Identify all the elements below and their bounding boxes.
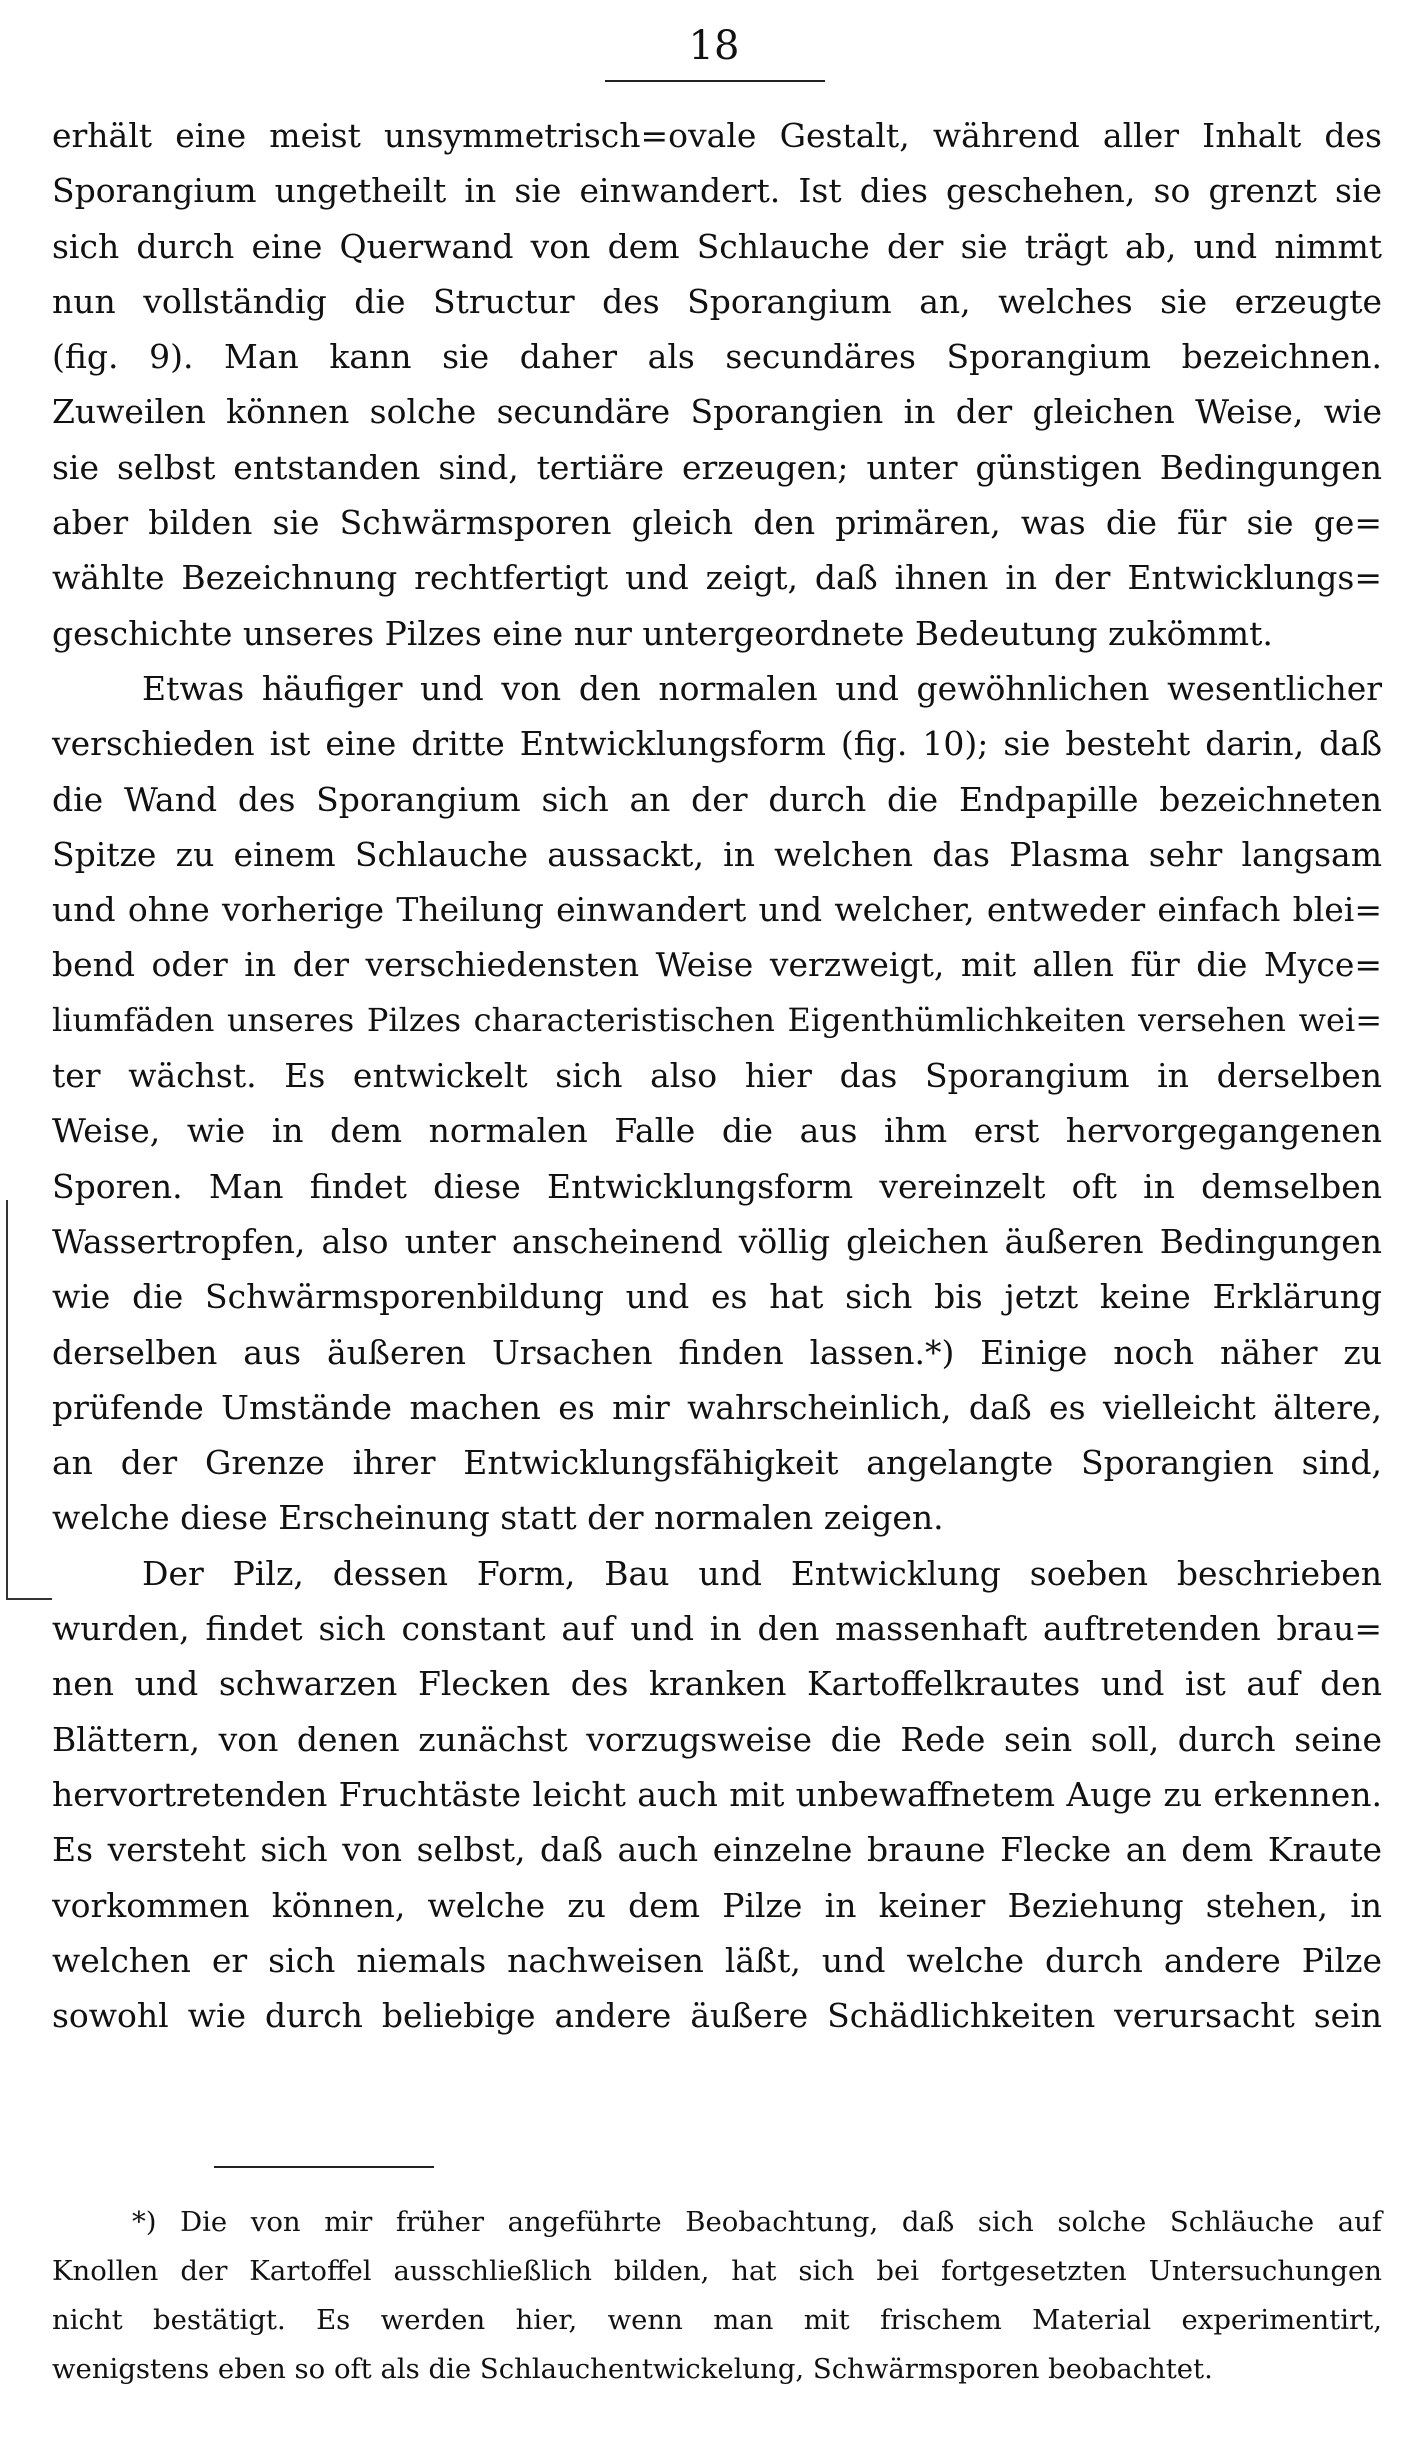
text-line: ter wächst. Es entwickelt sich also hier das Sporangium in derselben	[52, 1056, 1382, 1096]
margin-mark	[6, 1540, 8, 1600]
text-line: sie selbst entstanden sind, tertiäre erzeugen; unter günstigen Bedingungen	[52, 447, 1382, 487]
text-line: liumfäden unseres Pilzes characteristischen Eigenthümlichkeiten versehen wei=	[52, 1000, 1382, 1039]
text-line: Sporangium ungetheilt in sie einwandert. Ist dies geschehen, so grenzt sie	[52, 171, 1382, 211]
text-line: erhält eine meist unsymmetrisch=ovale Gestalt, während aller Inhalt des	[52, 116, 1382, 155]
text-line: sowohl wie durch beliebige andere äußere Schädlichkeiten verursacht sein	[52, 1996, 1382, 2036]
text-line: nen und schwarzen Flecken des kranken Kartoffelkrautes und ist auf den	[52, 1664, 1382, 1704]
text-line: welchen er sich niemals nachweisen läßt, und welche durch andere Pilze	[52, 1940, 1382, 1980]
footnote-line: Knollen der Kartoffel ausschließlich bilden, hat sich bei fortgesetzten Untersuchungen	[52, 2255, 1382, 2287]
footnote	[52, 2198, 1382, 2394]
footnote-line: *) Die von mir früher angeführte Beobachtung, daß sich solche Schläuche auf	[132, 2206, 1382, 2238]
footnote-rule	[214, 2166, 434, 2168]
text-line: verschieden ist eine dritte Entwicklungsform (fig. 10); sie besteht darin, daß	[52, 724, 1382, 764]
text-line: (fig. 9). Man kann sie daher als secundäres Sporangium bezeichnen.	[52, 337, 1382, 377]
text-line: Weise, wie in dem normalen Falle die aus ihm erst hervorgegangenen	[52, 1111, 1382, 1151]
page-number: 18	[688, 23, 740, 69]
text-line: an der Grenze ihrer Entwicklungsfähigkeit angelangte Sporangien sind,	[52, 1443, 1382, 1483]
text-line: wählte Bezeichnung rechtfertigt und zeigt, daß ihnen in der Entwicklungs=	[52, 558, 1382, 598]
text-line: Sporen. Man findet diese Entwicklungsform vereinzelt oft in demselben	[52, 1166, 1382, 1206]
text-line: Blättern, von denen zunächst vorzugsweise die Rede sein soll, durch seine	[52, 1719, 1382, 1759]
text-line: sich durch eine Querwand von dem Schlauche der sie trägt ab, und nimmt	[52, 226, 1382, 266]
text-line: Zuweilen können solche secundäre Sporangien in der gleichen Weise, wie	[52, 392, 1382, 432]
text-line: die Wand des Sporangium sich an der durch die Endpapille bezeichneten	[52, 779, 1382, 819]
text-line: prüfende Umstände machen es mir wahrscheinlich, daß es vielleicht ältere,	[52, 1387, 1382, 1427]
text-line: Spitze zu einem Schlauche aussackt, in welchen das Plasma sehr langsam	[52, 834, 1382, 874]
text-line: wie die Schwärmsporenbildung und es hat sich bis jetzt keine Erklärung	[52, 1277, 1382, 1317]
text-line: aber bilden sie Schwärmsporen gleich den primären, was die für sie ge=	[52, 503, 1382, 543]
text-line: geschichte unseres Pilzes eine nur untergeordnete Bedeutung zukömmt.	[52, 613, 1273, 653]
text-line: hervortretenden Fruchtäste leicht auch mit unbewaffnetem Auge zu erkennen.	[52, 1774, 1382, 1814]
margin-mark	[6, 1200, 8, 1540]
text-line: nun vollständig die Structur des Sporangium an, welches sie erzeugte	[52, 281, 1382, 321]
paragraph-start-line: Etwas häufiger und von den normalen und gewöhnlichen wesentlicher	[142, 668, 1382, 708]
text-line: Wassertropfen, also unter anscheinend völlig gleichen äußeren Bedingungen	[52, 1221, 1382, 1261]
text-line: und ohne vorherige Theilung einwandert und welcher, entweder einfach blei=	[52, 890, 1382, 930]
text-line: welche diese Erscheinung statt der normalen zeigen.	[52, 1498, 944, 1538]
footnote-line: nicht bestätigt. Es werden hier, wenn man mit frischem Material experimentirt,	[52, 2304, 1382, 2336]
paragraph-start-line: Der Pilz, dessen Form, Bau und Entwicklung soeben beschrieben	[142, 1553, 1382, 1593]
text-line: derselben aus äußeren Ursachen finden lassen.*) Einige noch näher zu	[52, 1332, 1382, 1372]
margin-mark	[6, 1598, 52, 1600]
text-line: wurden, findet sich constant auf und in den massenhaft auftretenden brau=	[52, 1609, 1382, 1649]
footnote-line: wenigstens eben so oft als die Schlauchentwickelung, Schwärmsporen beobachtet.	[52, 2353, 1213, 2385]
text-line: vorkommen können, welche zu dem Pilze in keiner Beziehung stehen, in	[52, 1885, 1382, 1925]
text-line: bend oder in der verschiedensten Weise verzweigt, mit allen für die Myce=	[52, 945, 1382, 985]
header-rule	[605, 80, 825, 82]
text-line: Es versteht sich von selbst, daß auch einzelne braune Flecke an dem Kraute	[52, 1830, 1382, 1870]
body-text	[52, 108, 1382, 2043]
